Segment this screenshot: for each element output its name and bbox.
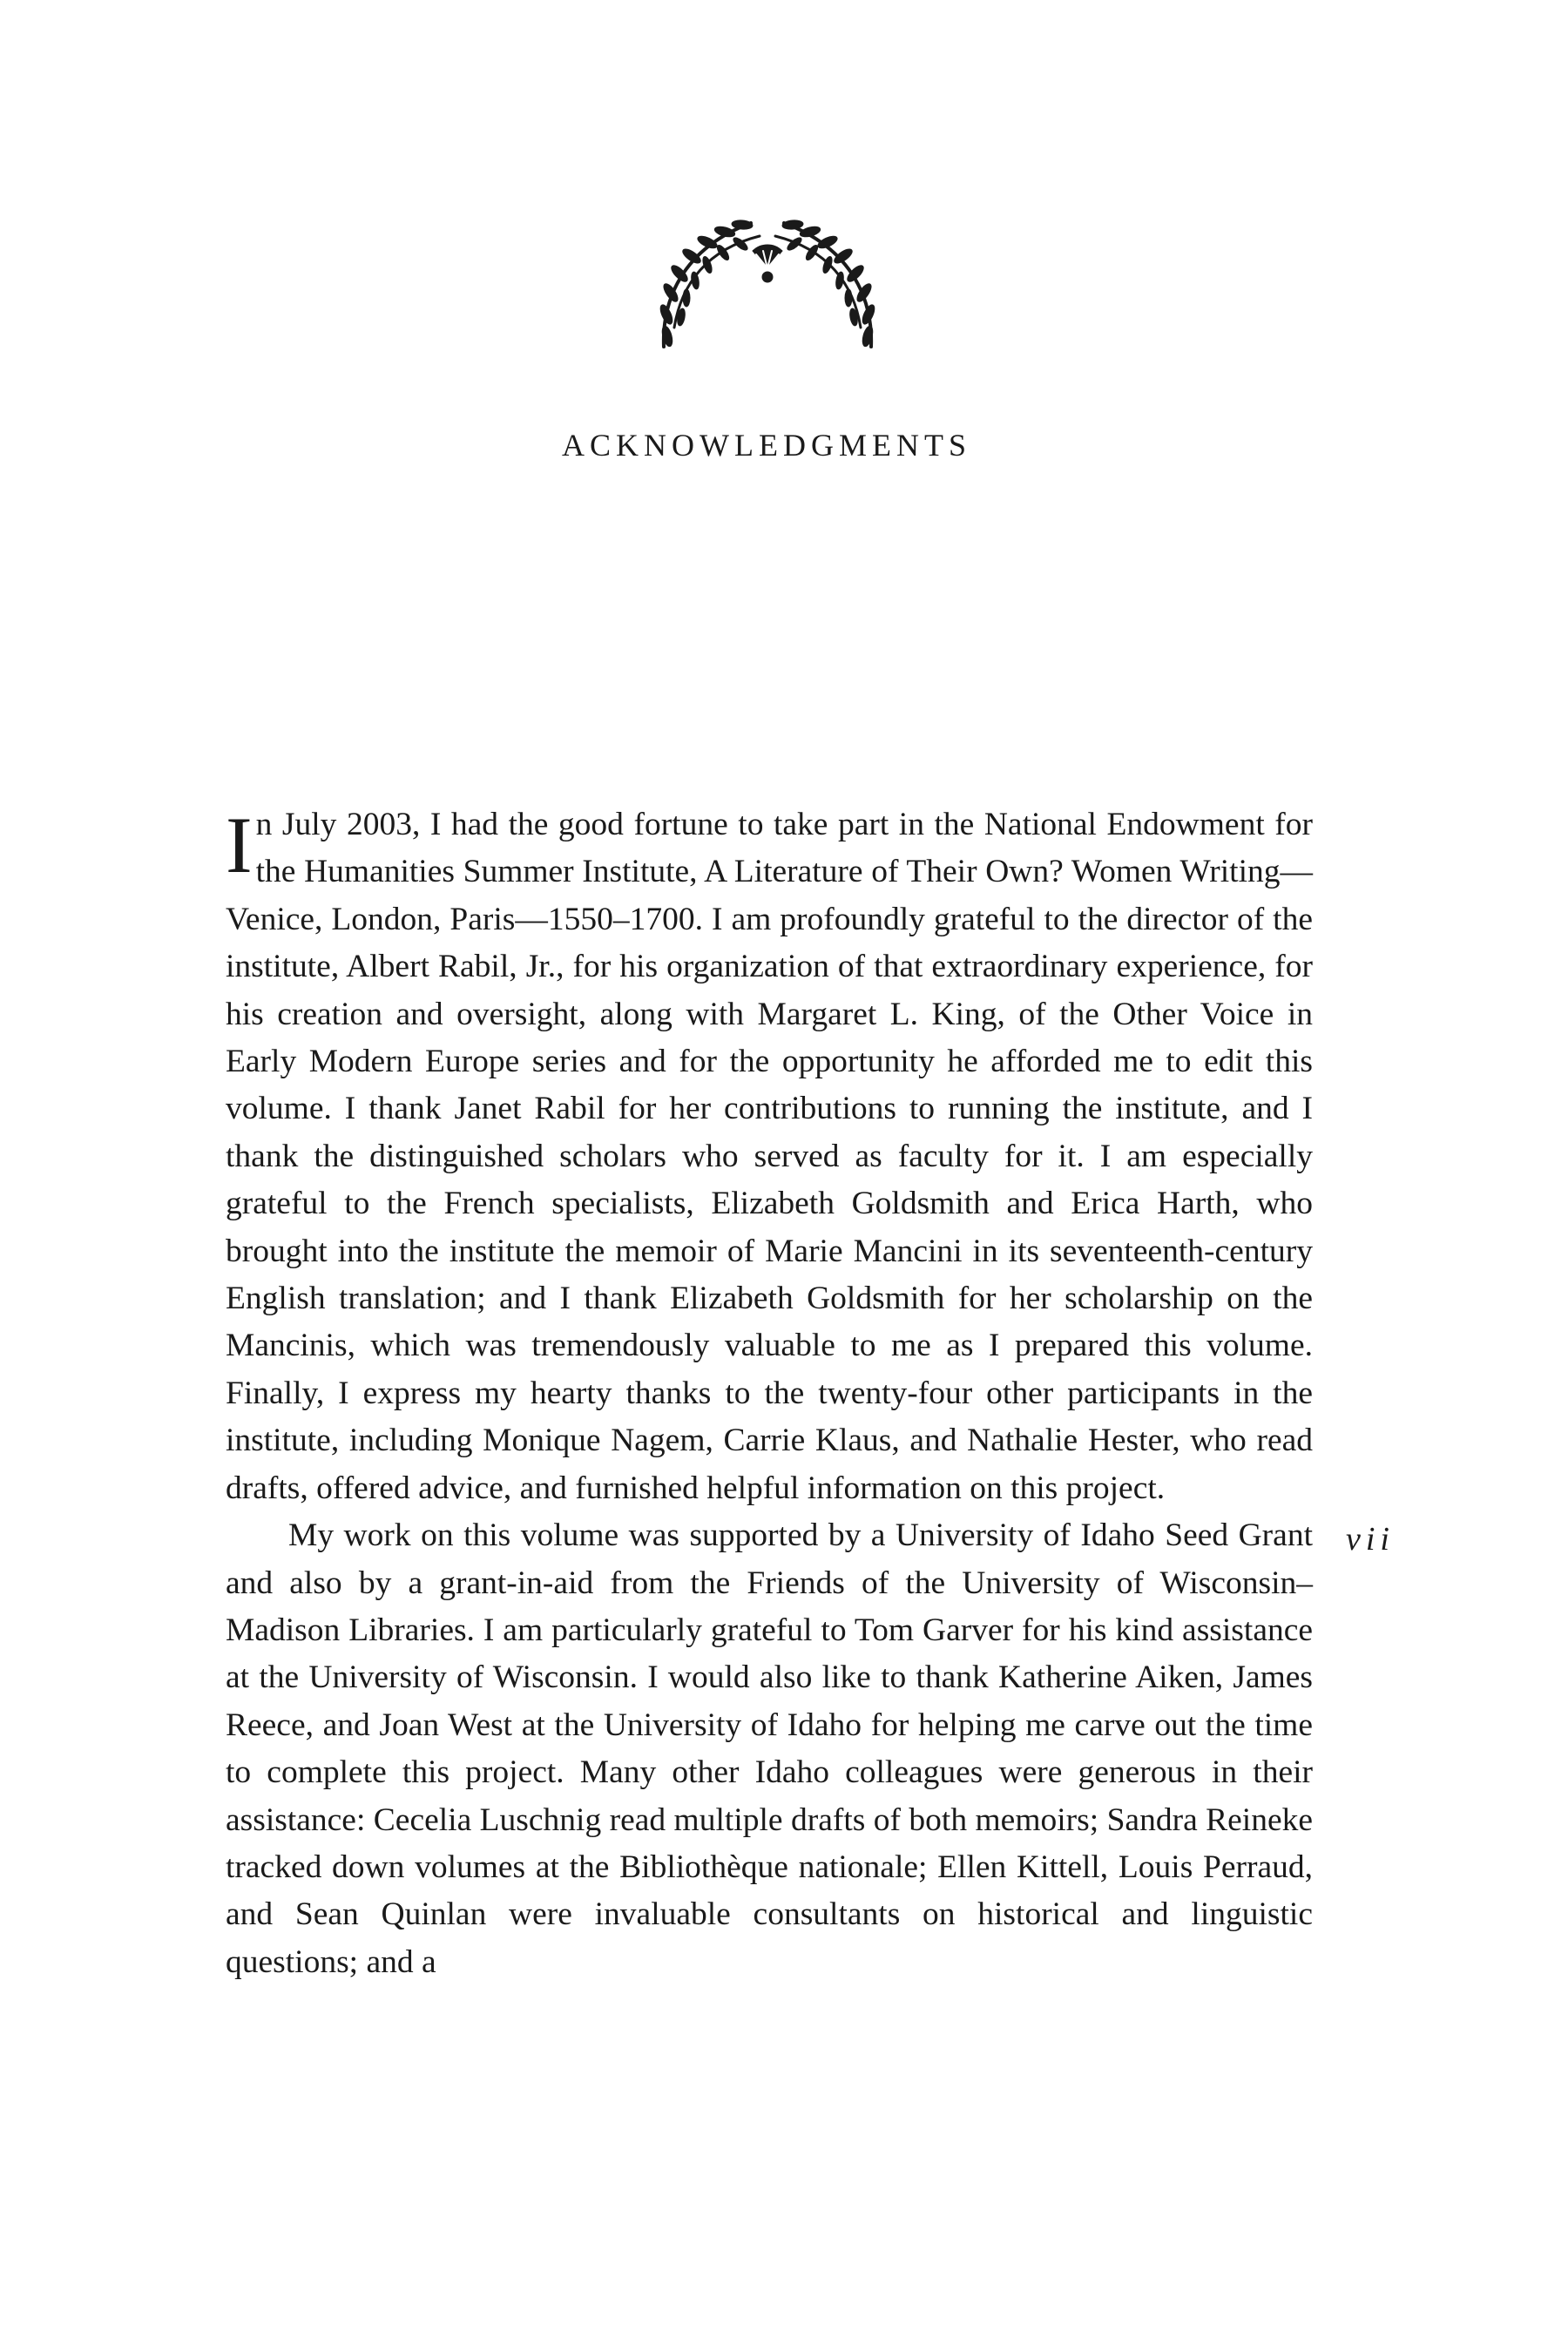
acknowledgments-body (226, 801, 1313, 1986)
paragraph-2: My work on this volume was supported by a University of Idaho Seed Grant and also by a grant-in-aid from the Friends of the University of Wisconsin–Madison Libraries. I am particularly grateful to Tom Garver for his kind assistance at the University of Wisconsin. I would also like to thank Katherine Aiken, James Reece, and Joan West at the University of Idaho for helping me carve out the time to complete this project. Many other Idaho colleagues were generous in their assistance: Cecelia Luschnig read multiple drafts of both memoirs; Sandra Reineke tracked down volumes at the Bibliothèque nationale; Ellen Kittell, Louis Perraud, and Sean Quinlan were invaluable consultants on historical and linguistic questions; and a (226, 1517, 1313, 1980)
page-title: ACKNOWLEDGMENTS (562, 428, 971, 463)
paragraph-1: In July 2003, I had the good fortune to take part in the National Endowment for the Humanities Summer Institute, A Literature of Their Own? Women Writing—Venice, London, Paris—1550–1700. I am profoundly grateful to the director of the institute, Albert Rabil, Jr., for his organization of that extraordinary experience, for his creation and oversight, along with Margaret L. King, of the Other Voice in Early Modern Europe series and for the opportunity he afforded me to edit this volume. I thank Janet Rabil for her contributions to running the institute, and I thank the distinguished scholars who served as faculty for it. I am especially grateful to the French specialists, Elizabeth Goldsmith and Erica Harth, who brought into the institute the memoir of Marie Mancini in its seventeenth-century English translation; and I thank Elizabeth Goldsmith for her scholarship on the Mancinis, which was tremendously valuable to me as I prepared this volume. Finally, I express my hearty thanks to the twenty-four other participants in the institute, including Monique Nagem, Carrie Klaus, and Nathalie Hester, who read drafts, offered advice, and furnished helpful information on this project. (226, 801, 1313, 1506)
page-number: vii (1346, 1521, 1395, 1558)
palm-fan-ornament-icon (655, 197, 880, 354)
